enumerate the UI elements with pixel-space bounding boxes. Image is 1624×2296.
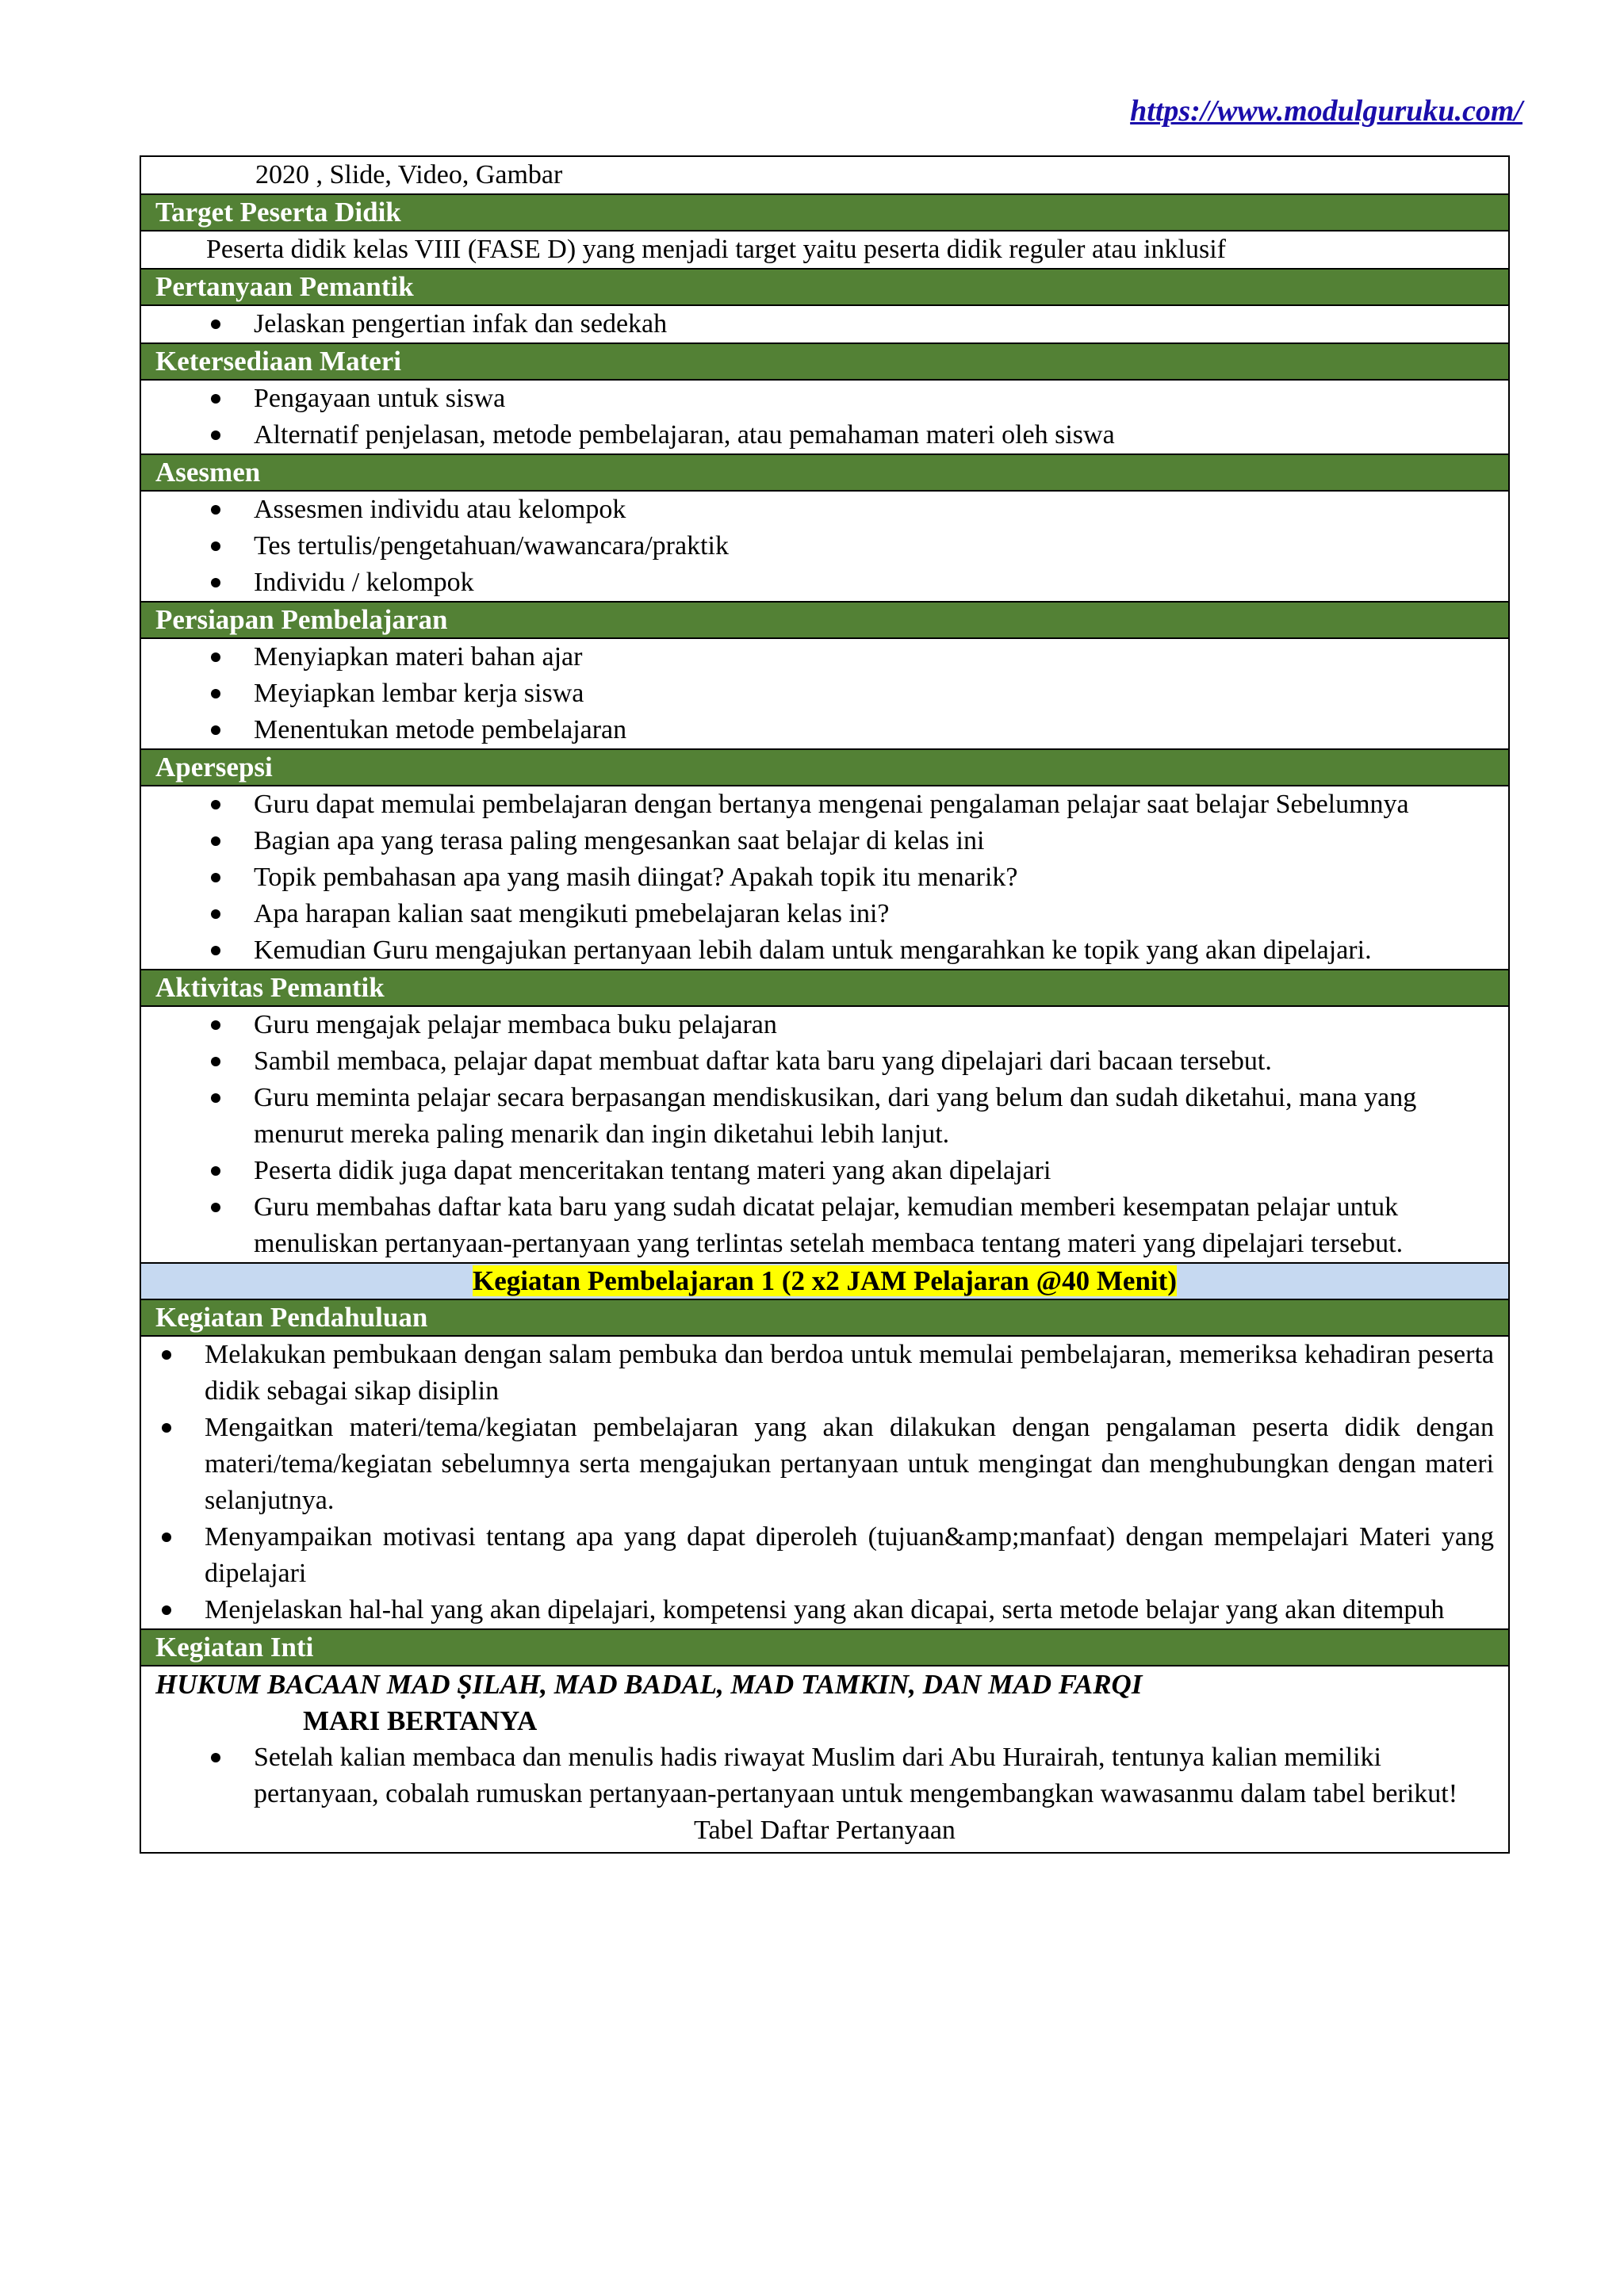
list-item: Meyiapkan lembar kerja siswa (141, 675, 1508, 712)
lesson-plan-table (140, 155, 1510, 1854)
inti-list (141, 1739, 1508, 1812)
section-header-asesmen: Asesmen (141, 453, 1508, 490)
section-header-pertanyaan: Pertanyaan Pemantik (141, 268, 1508, 304)
table-caption: Tabel Daftar Pertanyaan (694, 1816, 956, 1845)
aktivitas-list (141, 1005, 1508, 1262)
media-line: 2020 , Slide, Video, Gambar (255, 160, 563, 189)
list-item: Menjelaskan hal-hal yang akan dipelajari, kompetensi yang akan dicapai, serta metode belajar yang akan ditempuh (141, 1592, 1508, 1628)
list-item: Sambil membaca, pelajar dapat membuat daftar kata baru yang dipelajari dari bacaan tersebut. (141, 1043, 1508, 1080)
list-item: Pengayaan untuk siswa (141, 381, 1508, 417)
list-item: Melakukan pembukaan dengan salam pembuka dan berdoa untuk memulai pembelajaran, memeriksa kehadiran peserta didik sebagai sikap disiplin (141, 1337, 1508, 1410)
persiapan-list (141, 637, 1508, 748)
section-header-apersepsi: Apersepsi (141, 748, 1508, 785)
kegiatan-banner-text: Kegiatan Pembelajaran 1 (2 x2 JAM Pelajaran @40 Menit) (473, 1265, 1177, 1296)
pertanyaan-list (141, 304, 1508, 342)
section-header-aktivitas: Aktivitas Pemantik (141, 969, 1508, 1005)
website-link[interactable]: https://www.modulguruku.com/ (1130, 94, 1522, 128)
section-header-pendahuluan: Kegiatan Pendahuluan (141, 1299, 1508, 1335)
section-header-target: Target Peserta Didik (141, 193, 1508, 230)
list-item: Apa harapan kalian saat mengikuti pmebelajaran kelas ini? (141, 896, 1508, 932)
list-item: Topik pembahasan apa yang masih diingat? Apakah topik itu menarik? (141, 859, 1508, 896)
target-text: Peserta didik kelas VIII (FASE D) yang menjadi target yaitu peserta didik reguler atau inklusif (141, 230, 1508, 268)
inti-subheading: MARI BERTANYA (303, 1705, 538, 1736)
section-header-inti: Kegiatan Inti (141, 1628, 1508, 1665)
list-item: Kemudian Guru mengajukan pertanyaan lebih dalam untuk mengarahkan ke topik yang akan dipelajari. (141, 932, 1508, 969)
list-item: Setelah kalian membaca dan menulis hadis riwayat Muslim dari Abu Hurairah, tentunya kalian memiliki pertanyaan, cobalah rumuskan pertanyaan-pertanyaan untuk mengembangkan wawasanmu dalam tabel berikut! (141, 1739, 1508, 1812)
list-item: Menentukan metode pembelajaran (141, 712, 1508, 748)
pendahuluan-list (141, 1335, 1508, 1628)
list-item: Bagian apa yang terasa paling mengesankan saat belajar di kelas ini (141, 823, 1508, 859)
list-item: Guru dapat memulai pembelajaran dengan bertanya mengenai pengalaman pelajar saat belajar Sebelumnya (141, 786, 1508, 823)
list-item: Alternatif penjelasan, metode pembelajaran, atau pemahaman materi oleh siswa (141, 417, 1508, 453)
list-item: Menyiapkan materi bahan ajar (141, 639, 1508, 675)
apersepsi-list (141, 785, 1508, 969)
list-item: Tes tertulis/pengetahuan/wawancara/praktik (141, 528, 1508, 564)
section-header-ketersediaan: Ketersediaan Materi (141, 342, 1508, 379)
inti-content (141, 1665, 1508, 1852)
list-item: Menyampaikan motivasi tentang apa yang dapat diperoleh (tujuan&amp;manfaat) dengan mempelajari Materi yang dipelajari (141, 1519, 1508, 1592)
list-item: Guru mengajak pelajar membaca buku pelajaran (141, 1007, 1508, 1043)
list-item: Mengaitkan materi/tema/kegiatan pembelajaran yang akan dilakukan dengan pengalaman peserta didik dengan materi/tema/kegiatan sebelumnya serta mengajukan pertanyaan untuk mengingat dan menghubungkan dengan materi selanjutnya. (141, 1410, 1508, 1519)
list-item: Guru membahas daftar kata baru yang sudah dicatat pelajar, kemudian memberi kesempatan pelajar untuk menuliskan pertanyaan-pertanyaan yang terlintas setelah membaca tentang materi yang dipelajari tersebut. (141, 1189, 1508, 1262)
section-header-persiapan: Persiapan Pembelajaran (141, 601, 1508, 637)
kegiatan-banner (141, 1262, 1508, 1299)
list-item: Guru meminta pelajar secara berpasangan mendiskusikan, dari yang belum dan sudah diketahui, mana yang menurut mereka paling menarik dan ingin diketahui lebih lanjut. (141, 1080, 1508, 1153)
asesmen-list (141, 490, 1508, 601)
list-item: Individu / kelompok (141, 564, 1508, 601)
list-item: Jelaskan pengertian infak dan sedekah (141, 306, 1508, 342)
list-item: Peserta didik juga dapat menceritakan tentang materi yang akan dipelajari (141, 1153, 1508, 1189)
inti-heading: HUKUM BACAAN MAD ṢILAH, MAD BADAL, MAD TAMKIN, DAN MAD FARQI (155, 1669, 1143, 1700)
ketersediaan-list (141, 379, 1508, 453)
list-item: Assesmen individu atau kelompok (141, 492, 1508, 528)
